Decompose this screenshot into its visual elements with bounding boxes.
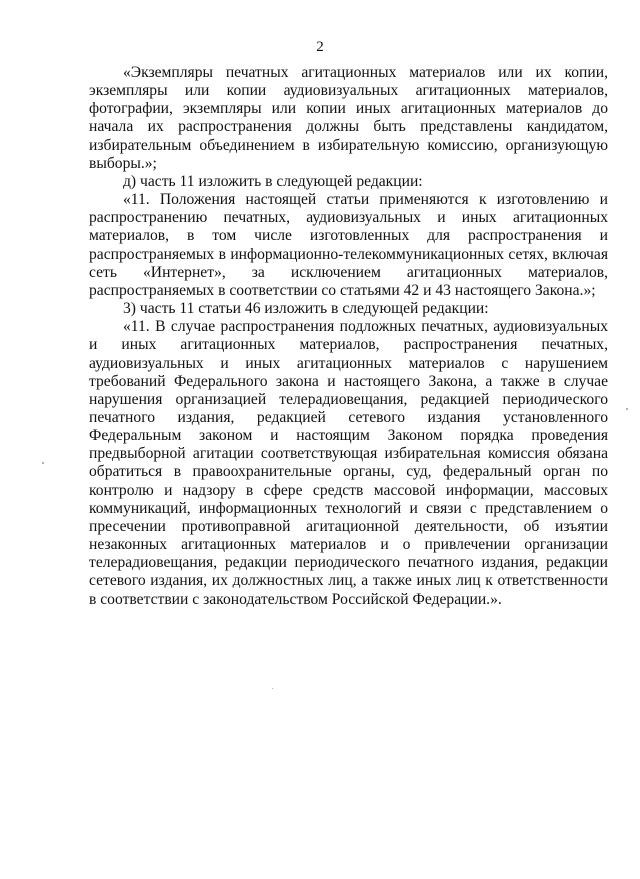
paragraph-materials-copies: «Экземпляры печатных агитационных материалов или их копии, экземпляры или копии аудиовизуальных агитационных материалов, фотографии, экземпляры или копии иных агитационных материалов до начала их распространения должны быть представлены кандидатом, избирательным объединением в избирательную комиссию, организующую выборы.»; <box>89 64 608 172</box>
scan-speck <box>42 462 44 464</box>
scan-speck <box>272 688 273 689</box>
page-number: 2 <box>316 39 324 55</box>
paragraph-amendment-d: д) часть 11 изложить в следующей редакции: <box>123 172 423 190</box>
scan-speck <box>626 408 628 410</box>
paragraph-part-11-provisions: «11. Положения настоящей статьи применяются к изготовлению и распространению печатных, аудиовизуальных и иных агитационных материалов, в том числе изготовленных для распространения и распространяемых в информационно-телекоммуникационных сетях, включая сеть «Интернет», за исключением агитационных материалов, распространяемых в соответствии со статьями 42 и 43 настоящего Закона.»; <box>89 191 608 299</box>
paragraph-amendment-3: 3) часть 11 статьи 46 изложить в следующей редакции: <box>123 300 489 318</box>
paragraph-part-11-article-46: «11. В случае распространения подложных печатных, аудиовизуальных и иных агитационных материалов, распространения печатных, аудиовизуальных и иных агитационных материалов с нарушением требований Федерального закона и настоящего Закона, а также в случае нарушения организацией телерадиовещания, редакцией периодического печатного издания, редакцией сетевого издания установленного Федеральным законом и настоящим Законом порядка проведения предвыборной агитации соответствующая избирательная комиссия обязана обратиться в правоохранительные органы, суд, федеральный орган по контролю и надзору в сфере средств массовой информации, массовых коммуникаций, информационных технологий и связи с представлением о пресечении противоправной агитационной деятельности, об изъятии незаконных агитационных материалов и о привлечении организации телерадиовещания, редакции периодического печатного издания, редакции сетевого издания, их должностных лиц, а также иных лиц к ответственности в соответствии с законодательством Российской Федерации.». <box>89 318 608 608</box>
document-body <box>89 64 608 609</box>
